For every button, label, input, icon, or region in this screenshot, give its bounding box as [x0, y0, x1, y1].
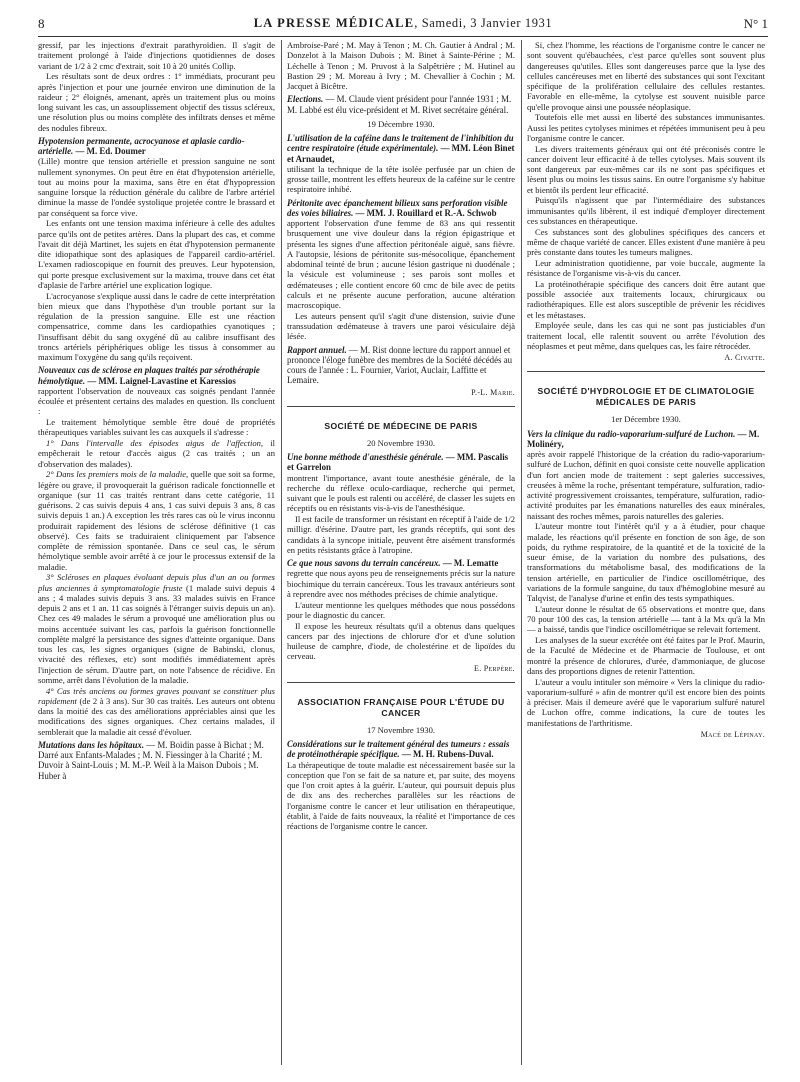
article-author: — M. Ed. Doumer: [75, 146, 146, 156]
paragraph: Les auteurs pensent qu'il s'agit d'une distension, suivie d'une transsudation œdémateuse à travers une paroi vésiculaire déjà lésée.: [287, 310, 515, 342]
article-title: [287, 94, 515, 115]
article-text: — M. Rist donne lecture du rapport annuel et prononce l'éloge funèbre des membres de la Société décédés au cours de l'année : L. Fournier, Variot, Auclair, Laffitte et Lemaire.: [287, 344, 513, 386]
column-left: [38, 40, 275, 1070]
section-rule: [527, 371, 765, 372]
issue-number: N° 1: [743, 16, 768, 31]
article-title: [38, 740, 275, 781]
article-title-text: Péritonite avec épanchement bilieux sans perforation visible des voies biliaires.: [287, 197, 508, 218]
paragraph: L'auteur donne le résultat de 65 observations et montre que, dans 70 pour 100 des cas, la tension artérielle — tant à la Mx qu'à la Mn — a baissé, tandis que l'indice oscillométrique se relevait fortement.: [527, 603, 765, 635]
article-author: — MM. Laignel-Lavastine et Karessios: [87, 375, 236, 386]
paragraph: Les divers traitements généraux qui ont été préconisés contre le cancer doivent leur efficacité à de telles cytolyses. Mais souvent ils sont dangereux par eux-mêmes car ils ne sont pas spécifiques et lèsent plus ou moins les tissus sains. En outre l'organisme s'y habitue et bientôt ils perdent leur efficacité.: [527, 143, 765, 195]
session-date: 1er Décembre 1930.: [611, 414, 681, 425]
paragraph: [38, 469, 275, 572]
article-title-text: Mutations dans les hôpitaux.: [38, 739, 145, 750]
article-text: — M. Boidin passe à Bichat ; M. Darré aux Enfants-Malades ; M. N. Fiessinger à la Charité ; M. Duvoir à Saint-Louis ; M. M.-P. Weil à la Maison Dubois ; M. Huber à: [38, 739, 264, 781]
session-date: 17 Novembre 1930.: [366, 724, 436, 735]
article-author: — M. H. Rubens-Duval.: [401, 749, 494, 760]
paragraph: Leur administration quotidienne, par voie buccale, augmente la résistance de l'organisme vis-à-vis du cancer.: [527, 257, 765, 278]
society-heading: SOCIÉTÉ DE MÉDECINE DE PARIS: [324, 420, 478, 431]
article-title: [287, 558, 515, 568]
paragraph: utilisant la technique de la tête isolée perfusée par un chien de grosse taille, montrent les effets heureux de la caféine sur le centre respiratoire inhibé.: [287, 163, 515, 195]
column-rule: [521, 40, 522, 1065]
paragraph: (Lille) montre que tension artérielle et pression sanguine ne sont nullement synonymes. On peut être en état d'hypotension artérielle, tout au moins pour la maxima, sans être en état d'hypopression sanguine lorsque la réduction générale du calibre de l'arbre artériel diminue la masse de l'ondée systolique projetée contre le brassard et par conséquent sa force vive.: [38, 156, 275, 218]
paragraph: Les analyses de la sueur excrétée ont été faites par le Prof. Maurin, de la Faculté de Médecine et de Pharmacie de Toulouse, et ont montré la présence de chlorures, d'urée, d'ammoniaque, de glucose dans des proportions dignes de retenir l'attention.: [527, 635, 765, 676]
column-right: [527, 40, 765, 1070]
header-rule: [38, 36, 768, 37]
article-title-text: Hypotension permanente, acrocyanose et aplasie cardio-artérielle.: [38, 135, 245, 156]
text: (de 2 à 3 ans). Sur 30 cas traités. Les auteurs ont obtenu dans la moitié des cas des améliorations appréciables ainsi que les modifications des signes organiques. Chez certains malades, il semblerait que la maladie ait cessé d'évoluer.: [38, 695, 275, 737]
journal-title: LA PRESSE MÉDICALE: [253, 16, 415, 30]
paragraph: L'auteur mentionne les quelques méthodes que nous possédons pour le diagnostic du cancer.: [287, 599, 515, 620]
society-heading: ASSOCIATION FRANÇAISE POUR L'ÉTUDE DU CANCER: [297, 696, 505, 718]
page-number: 8: [38, 16, 45, 31]
article-title: [38, 365, 275, 386]
paragraph: regrette que nous ayons peu de renseignements précis sur la nature biochimique du terrain cancéreux. Tous les travaux antérieurs sont à reprendre avec nos méthodes précises de chimie analytique.: [287, 568, 515, 599]
article-title: [287, 739, 515, 760]
paragraph: après avoir rappelé l'historique de la création du radio-vaporarium-sulfuré de Luchon, définit en quoi consiste cette nouvelle application d'un fort ancien mode de traitement : sept galeries successives, creusées à même la roche, présentant température, sulfuration, radio-activité progressivement croissantes, température, sulfuration, radio-activité produites par les émanations naturelles des eaux minérales, naissant des roches mêmes, parois naturelles des galeries.: [527, 449, 765, 521]
article-title-text: Vers la clinique du radio-vaporarium-sulfuré de Luchon.: [527, 428, 736, 439]
article-title-text: Considérations sur le traitement général des tumeurs : essais de protéinothérapie spécifique.: [287, 739, 510, 760]
issue-date: Samedi, 3 Janvier 1931: [421, 16, 553, 30]
paragraph: apportent l'observation d'une femme de 83 ans qui ressentit brusquement une vive douleur dans la région épigastrique et présenta les signes d'une affection péritonéale aiguë, sans fièvre. A l'autopsie, lésions de péritonite sus-mésocolique, épanchement abdominal teinté de brun ; aucune lésion gastrique ni duodénale ; la vésicule est volumineuse ; ses parois sont molles et œdémateuses ; elle contient encore 60 cmc de bile avec de petits calculs et ne présente aucune perforation, aucune altération macroscopique.: [287, 218, 515, 310]
emphasis: 1° Dans l'intervalle des épisodes aigus de l'affection,: [46, 438, 264, 448]
page-header: [38, 12, 768, 36]
session-date: 20 Novembre 1930.: [366, 437, 436, 448]
paragraph: La thérapeutique de toute maladie est nécessairement basée sur la conception que l'on se fait de sa nature et, par suite, des moyens que l'on croit aptes à la guérir. L'auteur, qui poursuit depuis plus de dix ans des recherches parallèles sur les réactions de l'organisme contre le cancer et leur utilisation en thérapeutique, établit, à l'aide de faits nouveaux, la réalité et l'importance de ces réactions de l'organisme contre le cancer.: [287, 759, 515, 831]
signature: Macé de Lépinay.: [700, 729, 765, 739]
paragraph: [38, 438, 275, 469]
article-author: — M. Lematte: [442, 558, 499, 568]
paragraph: Les résultats sont de deux ordres : 1° immédiats, procurant peu après l'injection et pour une journée environ une diminution de la raideur ; 2° éloignés, amenant, après un traitement plus ou moins long suivant les cas, un assouplissement objectif des tissus scléreux, une résolution plus ou moins complète des infiltrats denses et même des nodules fibreux.: [38, 71, 275, 133]
article-title-text: Elections.: [287, 94, 324, 105]
paragraph: [38, 686, 275, 737]
article-author: — MM. Léon Binet et Arnaudet,: [287, 143, 515, 164]
paragraph: L'auteur a voulu intituler son mémoire « Vers la clinique du radio-vaporarium-sulfuré » afin de montrer qu'il est encore bien des points à préciser. Mais il demeure avéré que le vaporarium sulfuré naturel de Luchon offre, comme indications, la cure de toutes les manifestations de l'arthritisme.: [527, 676, 765, 728]
emphasis: 3° Scléroses en plaques évoluant depuis plus d'un an ou formes plus anciennes à symptomatologie fruste: [38, 572, 275, 593]
session-date: 19 Décembre 1930.: [367, 118, 435, 129]
signature: P.-L. Marie.: [471, 387, 515, 397]
article-title-text: Ce que nous savons du terrain cancéreux.: [287, 558, 441, 568]
article-title: [287, 133, 515, 164]
journal-masthead: LA PRESSE MÉDICALE, Samedi, 3 Janvier 1931: [253, 16, 553, 30]
article-author: — MM. Pascalis et Garrelon: [287, 452, 509, 473]
paragraph: Il est facile de transformer un résistant en réceptif à l'aide de 1/2 milligr. d'ésérine. D'autre part, les grands réceptifs, qui sont des candidats à la syncope initiale, peuvent être aisément transformés en petits résistants grâce à l'atropine.: [287, 514, 515, 555]
emphasis: 2° Dans les premiers mois de la maladie,: [46, 469, 189, 480]
article-title: [527, 429, 765, 450]
article-title-text: L'utilisation de la caféine dans le traitement de l'inhibition du centre respiratoire (étude expérimentale).: [287, 133, 514, 154]
article-author: — MM. J. Rouillard et R.-A. Schwob: [355, 207, 497, 218]
article-author: — M. Molinéry,: [527, 428, 760, 449]
signature: A. Civatte.: [724, 353, 765, 362]
paragraph: montrent l'importance, avant toute anesthésie générale, de la recherche du réflexe oculo-cardiaque, recherche qui permet, suivant que le pouls est ralenti ou accéléré, de classer les sujets en réceptifs ou en résistants vis-à-vis de l'anesthésique.: [287, 472, 515, 514]
paragraph: Puisqu'ils n'agissent que par l'intermédiaire des substances immunisantes qu'ils libèrent, il est indiqué d'employer directement ces substances en thérapeutique.: [527, 195, 765, 226]
paragraph: rapportent l'observation de nouveaux cas soignés pendant l'année écoulée et présentent certains des malades en question. Ils concluent :: [38, 385, 275, 417]
section-rule: [287, 682, 515, 683]
paragraph: Les enfants ont une tension maxima inférieure à celle des adultes parce qu'ils ont de petites artères. Dans la plupart des cas, et comme l'avait dit déjà Martinet, les sujets en état d'hypotension permanente dite idiopathique sont des aplasiques de l'appareil cardio-artériel. L'examen radioscopique en fournit des preuves. Leur hypotension, qui porte presque exclusivement sur la maxima, trouve dans cet état d'aplasie de l'arbre artériel une explication logique.: [38, 218, 275, 290]
signature: E. Perpère.: [474, 663, 515, 673]
paragraph: Toutefois elle met aussi en liberté des substances immunisantes. Aussi les petites cytolyses minimes et répétées immunisent peu à peu l'organisme contre le cancer.: [527, 112, 765, 143]
paragraph: Employée seule, dans les cas qui ne sont pas justiciables d'un traitement local, elle ralentit souvent ou arrête l'évolution des néoplasmes et peut même, dans quelques cas, les faire rétrocéder.: [527, 320, 765, 351]
paragraph: La protéinothérapie spécifique des cancers doit être autant que possible associée aux traitements locaux, chirurgicaux ou radiothérapiques. Elle est alors susceptible de prévenir les récidives et les métastases.: [527, 278, 765, 320]
column-middle: [287, 40, 515, 1070]
column-rule: [281, 40, 282, 1065]
article-title: [38, 136, 275, 157]
article-text: — M. Claude vient président pour l'année 1931 ; M. M. Labbé est élu vice-président et M. Rivet secrétaire général.: [287, 94, 512, 115]
society-heading: SOCIÉTÉ D'HYDROLOGIE ET DE CLIMATOLOGIE MÉDICALES DE PARIS: [537, 386, 755, 408]
section-rule: [287, 406, 515, 407]
paragraph: Ambroise-Paré ; M. May à Tenon ; M. Ch. Gautier à Andral ; M. Donzelot à la Maison Dubois ; M. Binet à Sainte-Périne ; M. Léchelle à Tenon ; M. Pruvost à la Salpêtrière ; M. Hutinel au Bastion 29 ; M. Moreau à Ivry ; M. Chevallier à Cochin ; M. Jacquet à Bicêtre.: [287, 40, 515, 91]
article-title: [287, 198, 515, 219]
text: quelle que soit sa forme, légère ou grave, il provoquerait la guérison radicale fonctionnelle et organique (sur 11 cas traités rentrant dans cette catégorie, 11 guérisons. 2 cas suivis depuis 4 ans, 1 cas suivi depuis 3 ans, 8 cas suivis depuis 1 an.) A exception les très rares cas où le virus inconnu produirait rapidement des lésions de sclérose définitive (1 cas observé). Ces faits se traduiraient cliniquement par l'absence complète de rémission spontanée. Dans ce seul cas, le sérum hémolytique semble avoir arrêté à ce jour le processus extensif de la maladie.: [38, 469, 275, 572]
article-title-text: Une bonne méthode d'anesthésie générale.: [287, 452, 444, 462]
text: (1 malade suivi depuis 4 ans ; 4 malades suivis depuis 3 ans. 33 malades suivis en France depuis 2 ans et 1 an. 11 cas soignés à l'étranger suivis depuis un an). Chez ces 49 malades le sérum a provoqué une amélioration plus ou moins accentuée suivant les cas, parfois la guérison fonctionnelle complète malgré la persistance des signes d'atteinte organique. Dans tous les cas, les signes organiques (signe de Babinski, clonus, vivacité des réflexes, etc) sont modifiés immédiatement après l'injection de sérum. D'autre part, on note l'absence de récidive. En somme, arrêt dans l'évolution de la maladie.: [38, 582, 275, 685]
paragraph: L'auteur montre tout l'intérêt qu'il y a à étudier, pour chaque malade, les réactions qu'il présente en fonction de son âge, de son poids, du rythme respiratoire, de la quantité et de la toxicité de la sueur émise, de la variation du nombre des pulsations, des transformations du métabolisme basal, des modifications de la tension artérielle, en particulier de l'indice oscillométrique, des variations de la formule sanguine, du taux d'hémoglobine mesuré au Talqvist, de l'analyse d'urine et enfin des tests sympathiques.: [527, 521, 765, 603]
paragraph: Il expose les heureux résultats qu'il a obtenus dans quelques cancers par des injections de chlorure d'or et d'une solution huileuse de camphre, d'iode, de cholestérine et de lipoïdes du cerveau.: [287, 620, 515, 662]
paragraph: Le traitement hémolytique semble être doué de propriétés thérapeutiques variables suivant les cas auxquels il s'adresse :: [38, 417, 275, 438]
article-title: [287, 345, 515, 386]
text: il empêcherait le retour d'accès aigus (2 cas traités ; un an d'observation des malades).: [38, 438, 275, 469]
article-title-text: Nouveaux cas de sclérose en plaques traités par sérothérapie hémolytique.: [38, 365, 260, 386]
article-title-text: Rapport annuel.: [287, 344, 347, 355]
paragraph: [38, 572, 275, 685]
paragraph: L'acrocyanose s'explique aussi dans le cadre de cette interprétation bien mieux que dans l'hypothèse d'un trouble portant sur la régulation de la pression sanguine. Elle est une réaction compensatrice, comme dans les cardiopathies cyanotiques ; l'insuffisant débit du sang oxygéné dû au calibre insuffisant des troncs artériels périphériques oblige les tissus à consommer au maximum l'oxygène du sang qu'ils reçoivent.: [38, 290, 275, 362]
paragraph: Si, chez l'homme, les réactions de l'organisme contre le cancer ne sont souvent qu'ébauchées, c'est parce qu'elles sont souvent plus dangereuses qu'utiles. Elles sont dangereuses parce que la lyse des cellules cancéreuses met en liberté des substances qui sont l'excitant spécifique de la prolifération cellulaire des cellules restantes. Favorable en elle-même, la cytolyse est souvent nuisible parce qu'elle provoque ainsi une poussée néoplasique.: [527, 40, 765, 112]
paragraph: Ces substances sont des globulines spécifiques des cancers et même de chaque variété de cancer. Elles existent d'une manière à peu près constante dans toutes les tumeurs malignes.: [527, 226, 765, 257]
article-title: [287, 452, 515, 473]
emphasis: 4° Cas très anciens ou formes graves pouvant se constituer plus rapidement: [38, 685, 275, 706]
paragraph: gressif, par les injections d'extrait parathyroïdien. Il s'agit de traitement prolongé à l'aide d'injections quotidiennes de doses variant de 1/2 à 2 cmc d'extrait, soit 10 à 20 unités Collip.: [38, 40, 275, 71]
